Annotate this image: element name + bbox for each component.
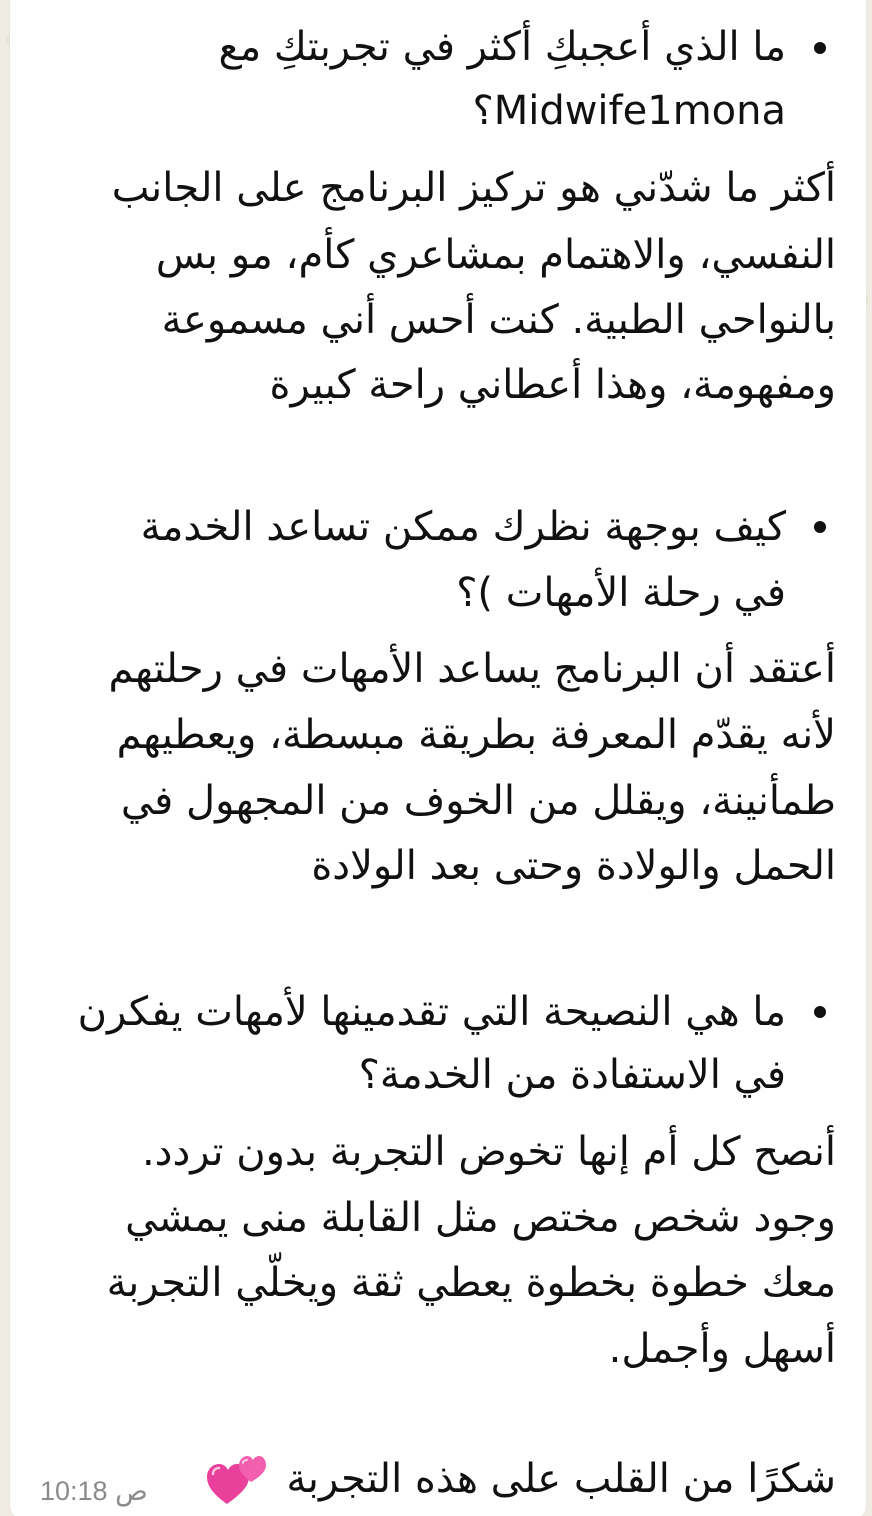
answer-1-line-1: أكثر ما شدّني هو تركيز البرنامج على الجانب: [111, 165, 836, 211]
answer-1-line-3: بالنواحي الطبية. كنت أحس أني مسموعة: [161, 297, 836, 343]
answer-2-line-3: طمأنينة، ويقلل من الخوف من المجهول في: [120, 778, 836, 824]
question-3-line-1: ما هي النصيحة التي تقدمينها لأمهات يفكرن: [77, 989, 786, 1035]
answer-2-line-2: لأنه يقدّم المعرفة بطريقة مبسطة، ويعطيهم: [116, 712, 836, 758]
answer-3-line-3: معك خطوة بخطوة يعطي ثقة ويخلّي التجربة: [106, 1260, 836, 1306]
bullet-icon: [814, 521, 826, 533]
question-1-line-1: ما الذي أعجبكِ أكثر في تجربتكِ مع: [218, 24, 786, 70]
question-3-line-2: في الاستفادة من الخدمة؟: [358, 1052, 786, 1098]
answer-1-line-4: ومفهومة، وهذا أعطاني راحة كبيرة: [269, 362, 836, 408]
answer-2-line-1: أعتقد أن البرنامج يساعد الأمهات في رحلتهم: [108, 646, 836, 692]
two-hearts-icon: [205, 1452, 267, 1508]
question-2-line-2: في رحلة الأمهات )؟: [456, 570, 786, 616]
bullet-icon: [814, 1006, 826, 1018]
message-timestamp: 10:18 ص: [40, 1476, 148, 1506]
bullet-icon: [814, 42, 826, 54]
question-2-line-1: كيف بوجهة نظرك ممكن تساعد الخدمة: [140, 504, 786, 550]
answer-1-line-2: النفسي، والاهتمام بمشاعري كأم، مو بس: [155, 232, 836, 278]
answer-3-line-4: أسهل وأجمل.: [608, 1326, 836, 1372]
answer-2-line-4: الحمل والولادة وحتى بعد الولادة: [311, 843, 836, 889]
answer-3-line-2: وجود شخص مختص مثل القابلة منى يمشي: [125, 1195, 836, 1241]
closing-line: شكرًا من القلب على هذه التجربة: [286, 1456, 836, 1502]
answer-3-line-1: أنصح كل أم إنها تخوض التجربة بدون تردد.: [141, 1129, 836, 1175]
question-1-line-2: Midwife1mona؟: [472, 88, 786, 134]
